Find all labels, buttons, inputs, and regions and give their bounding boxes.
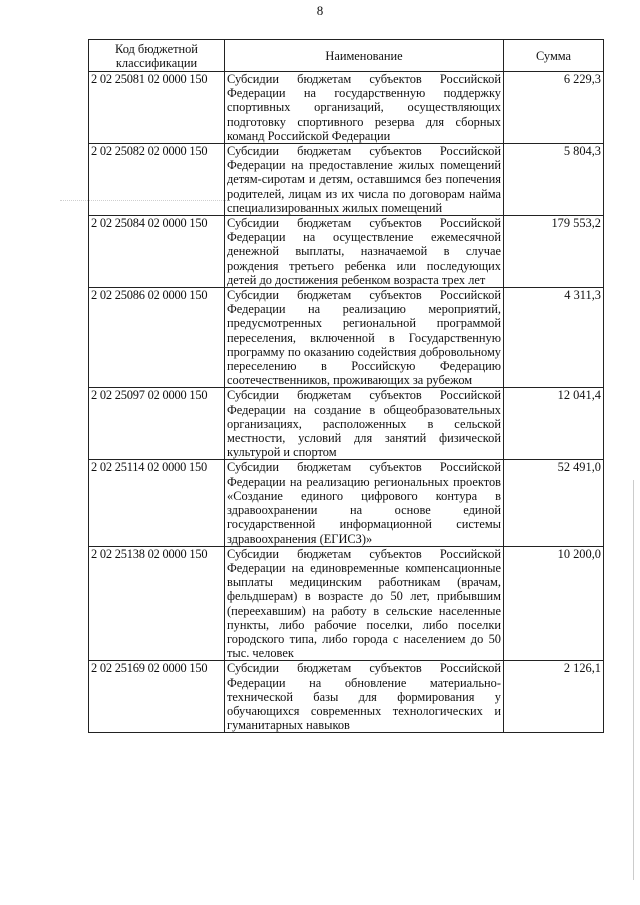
row-code: 2 02 25081 02 0000 150 — [89, 72, 225, 144]
table-header — [89, 40, 604, 72]
table-row — [89, 388, 604, 460]
header-row — [89, 40, 604, 72]
table-row — [89, 661, 604, 733]
scan-edge-line — [633, 480, 634, 880]
row-name: Субсидии бюджетам субъектов Российской Федерации на осуществление ежемесячной денежной выплаты, назначаемой в случае рождения третьего ребенка или последующих детей до достижения ребенком возраста трех лет — [225, 216, 504, 288]
row-code: 2 02 25138 02 0000 150 — [89, 546, 225, 661]
table-row — [89, 460, 604, 546]
header-sum: Сумма — [504, 40, 604, 72]
row-name: Субсидии бюджетам субъектов Российской Федерации на реализацию мероприятий, предусмотренных региональной программой переселения, включенной в Государственную программу по оказанию содействия добровольному переселению в Российскую Федерацию соотечественников, проживающих за рубежом — [225, 288, 504, 388]
table-row — [89, 546, 604, 661]
row-sum: 12 041,4 — [504, 388, 604, 460]
row-name: Субсидии бюджетам субъектов Российской Федерации на реализацию региональных проектов «Создание единого цифрового контура в здравоохранении на основе единой государственной информационной системы здравоохранения (ЕГИСЗ)» — [225, 460, 504, 546]
row-code: 2 02 25169 02 0000 150 — [89, 661, 225, 733]
table-body — [89, 72, 604, 733]
row-sum: 179 553,2 — [504, 216, 604, 288]
row-code: 2 02 25084 02 0000 150 — [89, 216, 225, 288]
table-row — [89, 288, 604, 388]
row-sum: 52 491,0 — [504, 460, 604, 546]
row-name: Субсидии бюджетам субъектов Российской Федерации на обновление материально-технической базы для формирования у обучающихся современных технологических и гуманитарных навыков — [225, 661, 504, 733]
row-sum: 2 126,1 — [504, 661, 604, 733]
table-row — [89, 72, 604, 144]
row-name: Субсидии бюджетам субъектов Российской Федерации на государственную поддержку спортивных организаций, осуществляющих подготовку спортивного резерва для сборных команд Российской Федерации — [225, 72, 504, 144]
row-sum: 4 311,3 — [504, 288, 604, 388]
row-code: 2 02 25086 02 0000 150 — [89, 288, 225, 388]
row-code: 2 02 25082 02 0000 150 — [89, 144, 225, 216]
row-name: Субсидии бюджетам субъектов Российской Федерации на создание в общеобразовательных организациях, расположенных в сельской местности, условий для занятий физической культурой и спортом — [225, 388, 504, 460]
header-code: Код бюджетной классификации — [89, 40, 225, 72]
header-name: Наименование — [225, 40, 504, 72]
row-sum: 10 200,0 — [504, 546, 604, 661]
row-code: 2 02 25114 02 0000 150 — [89, 460, 225, 546]
row-sum: 6 229,3 — [504, 72, 604, 144]
page-number: 8 — [316, 3, 324, 18]
table-row — [89, 144, 604, 216]
table-row — [89, 216, 604, 288]
row-code: 2 02 25097 02 0000 150 — [89, 388, 225, 460]
row-name: Субсидии бюджетам субъектов Российской Федерации на предоставление жилых помещений детям-сиротам и детям, оставшимся без попечения родителей, лицам из их числа по договорам найма специализированных жилых помещений — [225, 144, 504, 216]
budget-classification-table — [88, 39, 604, 733]
row-name: Субсидии бюджетам субъектов Российской Федерации на единовременные компенсационные выплаты медицинским работникам (врачам, фельдшерам) в возрасте до 50 лет, прибывшим (переехавшим) на работу в сельские населенные пункты, либо рабочие поселки, либо поселки городского типа, либо города с населением до 50 тыс. человек — [225, 546, 504, 661]
row-sum: 5 804,3 — [504, 144, 604, 216]
